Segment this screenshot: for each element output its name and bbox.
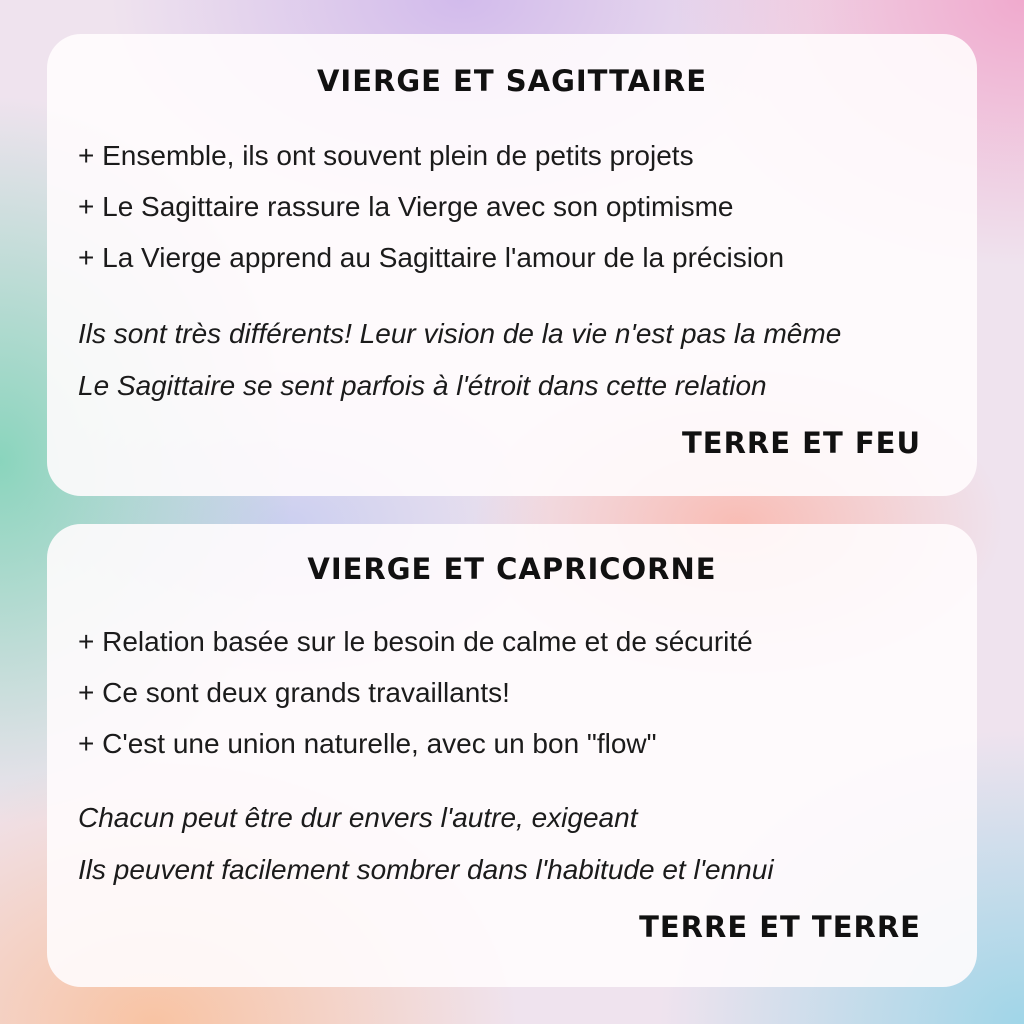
positive-item: + La Vierge apprend au Sagittaire l'amour de la précision: [78, 242, 785, 273]
negative-item: Ils peuvent facilement sombrer dans l'habitude et l'ennui: [78, 854, 774, 885]
card-title: VIERGE ET CAPRICORNE: [307, 552, 717, 586]
negative-item: Ils sont très différents! Leur vision de la vie n'est pas la même: [78, 318, 842, 349]
positive-item: + C'est une union naturelle, avec un bon "flow": [78, 728, 657, 759]
compatibility-card-virgo-capricorn: [47, 524, 977, 987]
card-title: VIERGE ET SAGITTAIRE: [316, 64, 708, 98]
positives-list: [78, 616, 753, 769]
positive-item: + Relation basée sur le besoin de calme et de sécurité: [78, 626, 753, 657]
positive-item: + Le Sagittaire rassure la Vierge avec son optimisme: [78, 191, 734, 222]
positives-list: [78, 130, 784, 283]
negatives-list: [78, 792, 774, 896]
element-pairing: TERRE ET FEU: [681, 426, 921, 460]
negative-item: Chacun peut être dur envers l'autre, exigeant: [78, 802, 638, 833]
negatives-list: [78, 308, 841, 412]
compatibility-card-virgo-sagittarius: [47, 34, 977, 496]
positive-item: + Ensemble, ils ont souvent plein de petits projets: [78, 140, 694, 171]
element-pairing: TERRE ET TERRE: [639, 910, 921, 944]
negative-item: Le Sagittaire se sent parfois à l'étroit dans cette relation: [78, 370, 767, 401]
positive-item: + Ce sont deux grands travaillants!: [78, 677, 510, 708]
